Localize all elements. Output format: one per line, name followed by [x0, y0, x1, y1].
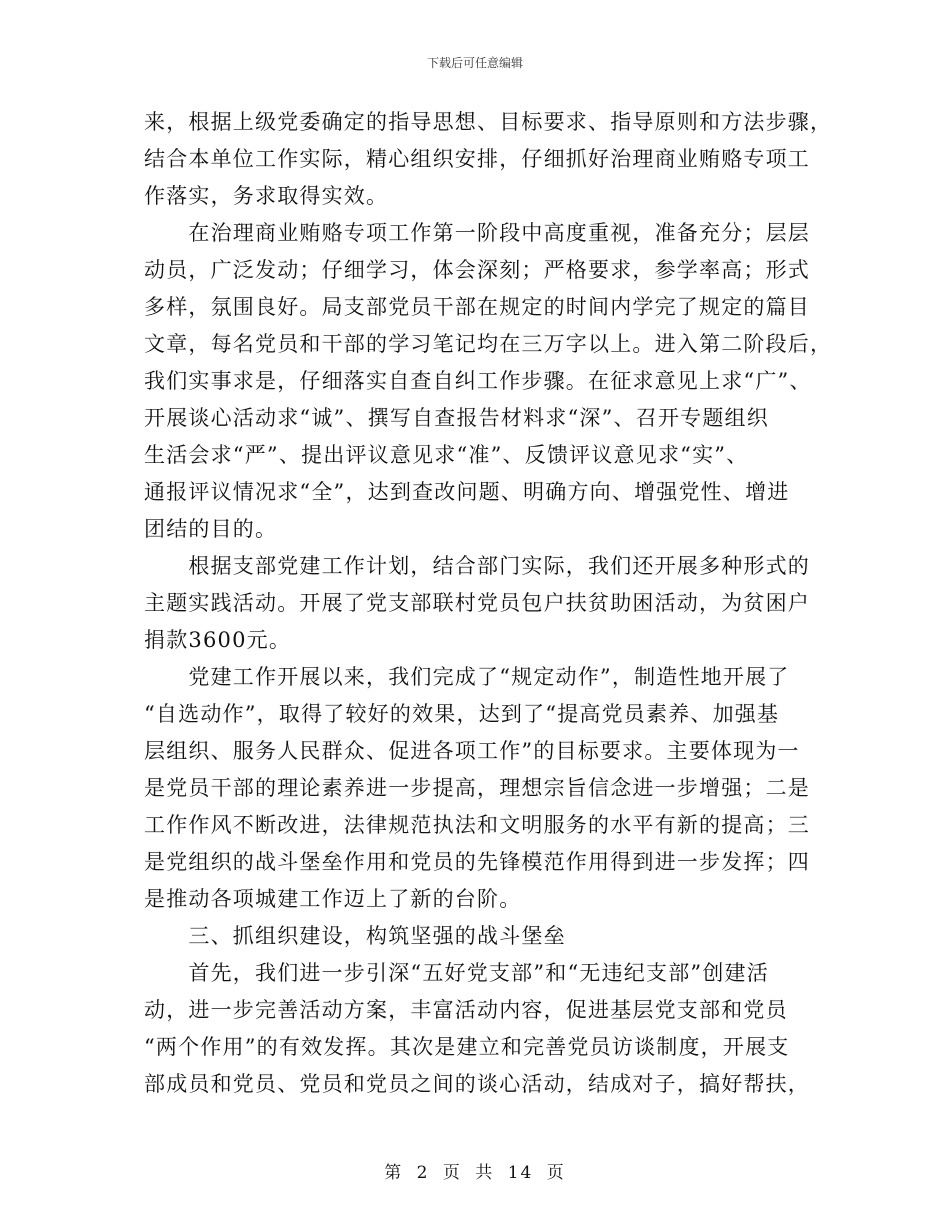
- text-line: 根据支部党建工作计划，结合部门实际，我们还开展多种形式的: [144, 554, 810, 578]
- text-line: 动，进一步完善活动方案，丰富活动内容，促进基层党支部和党员: [144, 998, 788, 1022]
- text-line: 在治理商业贿赂专项工作第一阶段中高度重视，准备充分；层层: [144, 221, 810, 245]
- text-line: 层组织、服务人民群众、促进各项工作”的目标要求。主要体现为一: [144, 739, 800, 763]
- text-line: 来，根据上级党委确定的指导思想、目标要求、指导原则和方法步骤，: [144, 110, 833, 134]
- text-line: 文章，每名党员和干部的学习笔记均在三万字以上。进入第二阶段后，: [144, 332, 833, 356]
- text-line: “两个作用”的有效发挥。其次是建立和完善党员访谈制度，开展支: [144, 1035, 790, 1059]
- text-line: 主题实践活动。开展了党支部联村党员包户扶贫助困活动，为贫困户: [144, 591, 810, 615]
- text-line: 捐款3600元。: [144, 628, 292, 652]
- text-line: 是推动各项城建工作迈上了新的台阶。: [144, 887, 522, 911]
- text-line: 工作作风不断改进，法律规范执法和文明服务的水平有新的提高；三: [144, 813, 810, 837]
- text-line: 作落实，务求取得实效。: [144, 184, 389, 208]
- page-number-footer: 第 2 页 共 14 页: [384, 1163, 566, 1183]
- text-line: 通报评议情况求“全”，达到查改问题、明确方向、增强党性、增进: [144, 480, 790, 504]
- text-line: 团结的目的。: [144, 517, 278, 541]
- text-line: 党建工作开展以来，我们完成了“规定动作”，制造性地开展了: [144, 665, 790, 689]
- text-line: 首先，我们进一步引深“五好党支部”和“无违纪支部”创建活: [144, 961, 769, 985]
- text-line: 部成员和党员、党员和党员之间的谈心活动，结成对子，搞好帮扶，: [144, 1072, 810, 1096]
- text-line: 结合本单位工作实际，精心组织安排，仔细抓好治理商业贿赂专项工: [144, 147, 810, 171]
- text-line: 我们实事求是，仔细落实自查自纠工作步骤。在征求意见上求“广”、: [144, 369, 812, 393]
- body-text: [144, 104, 833, 1103]
- text-line: 生活会求“严”、提出评议意见求“准”、反馈评议意见求“实”、: [144, 443, 749, 467]
- header-note: 下载后可任意编辑: [426, 56, 523, 70]
- text-line: 是党员干部的理论素养进一步提高，理想宗旨信念进一步增强；二是: [144, 776, 810, 800]
- text-line: 动员，广泛发动；仔细学习，体会深刻；严格要求，参学率高；形式: [144, 258, 810, 282]
- section-heading: 三、抓组织建设，构筑坚强的战斗堡垒: [144, 924, 566, 948]
- text-line: “自选动作”，取得了较好的效果，达到了“提高党员素养、加强基: [144, 702, 780, 726]
- text-line: 是党组织的战斗堡垒作用和党员的先锋模范作用得到进一步发挥；四: [144, 850, 810, 874]
- text-line: 开展谈心活动求“诚”、撰写自查报告材料求“深”、召开专题组织: [144, 406, 769, 430]
- text-line: 多样，氛围良好。局支部党员干部在规定的时间内学完了规定的篇目: [144, 295, 810, 319]
